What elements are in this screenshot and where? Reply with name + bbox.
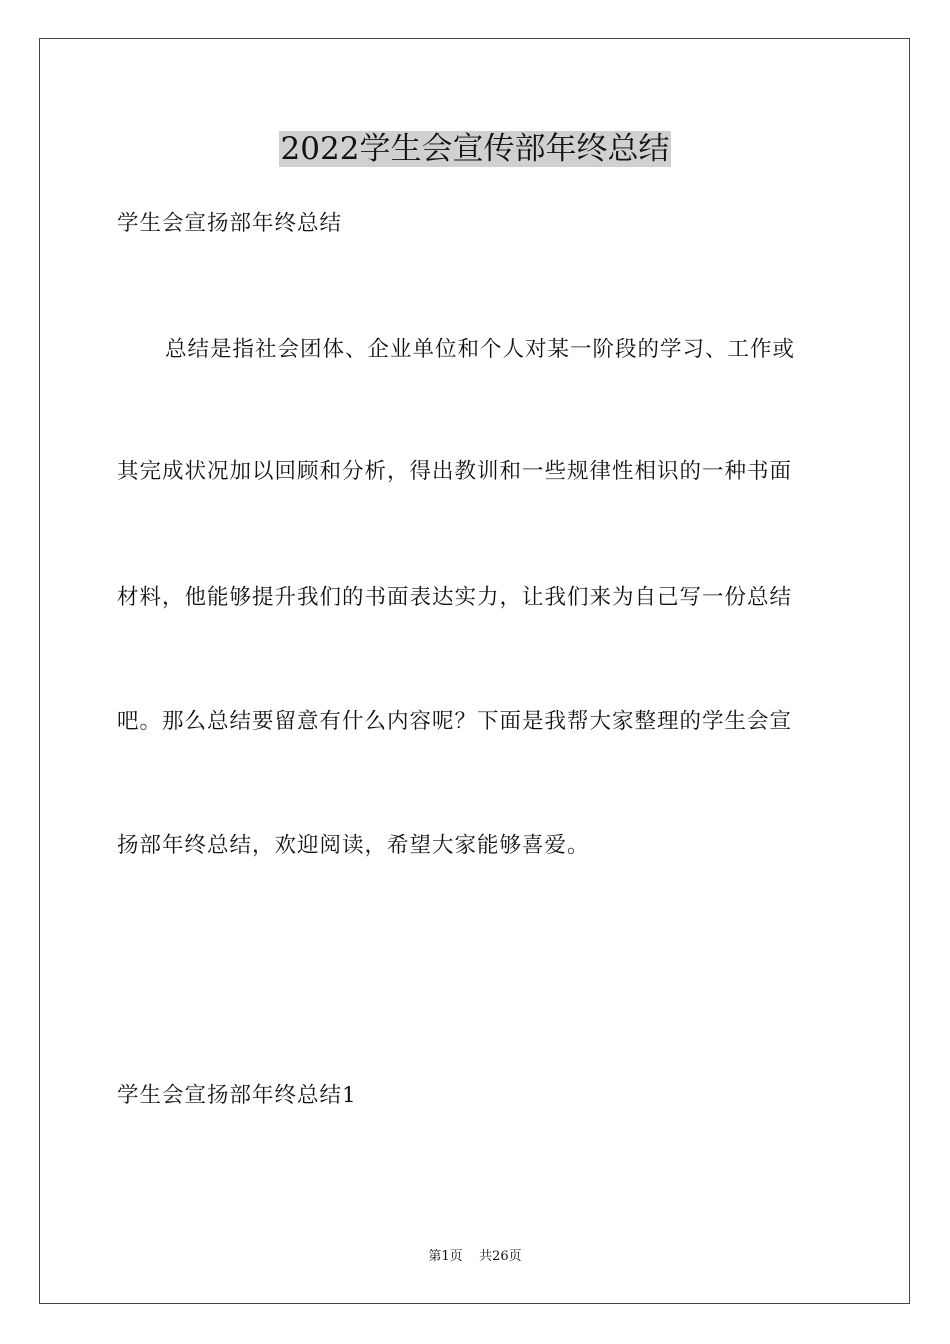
paragraph-line: 其完成状况加以回顾和分析，得出教训和一些规律性相识的一种书面 (117, 459, 793, 484)
paragraph-line: 总结是指社会团体、企业单位和个人对某一阶段的学习、工作或 (165, 337, 796, 362)
document-subtitle: 学生会宣扬部年终总结 (117, 211, 343, 236)
paragraph-line: 扬部年终总结，欢迎阅读，希望大家能够喜爱。 (117, 833, 590, 858)
section-heading: 学生会宣扬部年终总结1 (117, 1083, 357, 1108)
page-number-footer: 第1页 共26页 (428, 1249, 522, 1264)
paragraph-line: 材料，他能够提升我们的书面表达实力，让我们来为自己写一份总结 (117, 585, 793, 610)
document-title-text: 2022学生会宣传部年终总结 (280, 131, 670, 167)
document-title (0, 126, 950, 172)
paragraph-line: 吧。那么总结要留意有什么内容呢？下面是我帮大家整理的学生会宣 (117, 709, 793, 734)
